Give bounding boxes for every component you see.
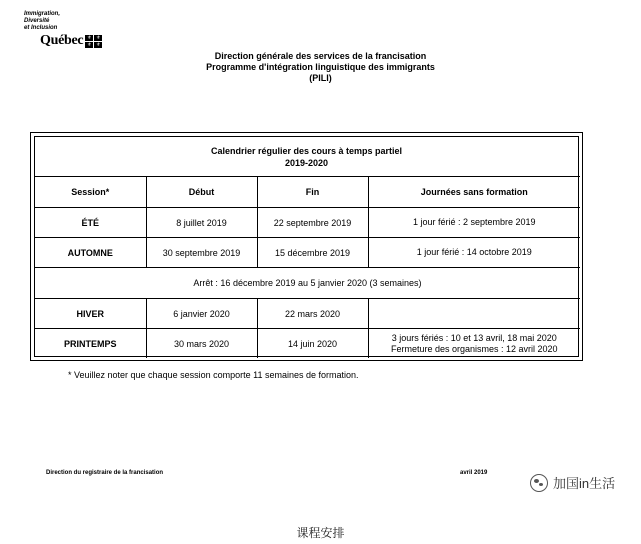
- start-cell: 30 septembre 2019: [146, 238, 257, 268]
- break-period-cell: Arrêt : 16 décembre 2019 au 5 janvier 2020 (3 semaines): [35, 268, 580, 299]
- fleur-de-lis-flag-icon: ⚜ ⚜ ⚜ ⚜: [87, 34, 101, 48]
- table-header-row: [35, 177, 580, 208]
- logo-line-1: Immigration,: [24, 11, 61, 17]
- document-header: [0, 51, 641, 84]
- watermark-text: 加国in生活: [553, 476, 616, 491]
- calendar-title: [35, 137, 578, 177]
- logo-line-2: Diversité: [24, 18, 50, 24]
- header-line-2: Programme d'intégration linguistique des immigrants: [206, 62, 435, 72]
- days-off-cell: [368, 329, 580, 359]
- footer-left: Direction du registraire de la francisation: [46, 470, 164, 476]
- logo-wordmark-row: [40, 33, 102, 49]
- footer-date: avril 2019: [460, 470, 488, 476]
- end-cell: 15 décembre 2019: [257, 238, 368, 268]
- session-cell: PRINTEMPS: [35, 329, 146, 359]
- table-row-printemps: [35, 329, 580, 359]
- wechat-watermark: [530, 473, 615, 492]
- logo-line-3: et Inclusion: [24, 25, 58, 31]
- table-row-automne: [35, 238, 580, 268]
- header-line-1: Direction générale des services de la francisation: [214, 51, 427, 61]
- calendar-title-line-2: 2019-2020: [284, 157, 329, 168]
- table-row-hiver: [35, 299, 580, 329]
- calendar-box: [30, 132, 583, 361]
- days-off-cell: 1 jour férié : 14 octobre 2019: [368, 238, 580, 268]
- days-off-line-2: Fermeture des organismes : 12 avril 2020: [390, 343, 558, 354]
- calendar-table: [35, 176, 580, 358]
- end-cell: 22 mars 2020: [257, 299, 368, 329]
- days-off-cell: [368, 299, 580, 329]
- wechat-icon: [530, 474, 548, 492]
- end-cell: 22 septembre 2019: [257, 208, 368, 238]
- start-cell: 8 juillet 2019: [146, 208, 257, 238]
- quebec-logo: [24, 11, 102, 49]
- table-row-break: [35, 268, 580, 299]
- table-row-ete: [35, 208, 580, 238]
- calendar-title-line-1: Calendrier régulier des cours à temps partiel: [210, 145, 403, 156]
- session-cell: ÉTÉ: [35, 208, 146, 238]
- start-cell: 6 janvier 2020: [146, 299, 257, 329]
- column-header-end: Fin: [257, 177, 368, 208]
- session-cell: AUTOMNE: [35, 238, 146, 268]
- footnote: * Veuillez noter que chaque session comporte 11 semaines de formation.: [68, 370, 359, 380]
- logo-wordmark: Québec: [40, 33, 84, 48]
- column-header-days-off: Journées sans formation: [368, 177, 580, 208]
- days-off-line-1: 3 jours fériés : 10 et 13 avril, 18 mai 2020: [391, 332, 557, 343]
- image-caption: 课程安排: [296, 526, 345, 540]
- calendar-inner-frame: [34, 136, 579, 357]
- column-header-start: Début: [146, 177, 257, 208]
- header-line-3: (PILI): [309, 73, 332, 83]
- start-cell: 30 mars 2020: [146, 329, 257, 359]
- session-cell: HIVER: [35, 299, 146, 329]
- column-header-session: Session*: [35, 177, 146, 208]
- end-cell: 14 juin 2020: [257, 329, 368, 359]
- days-off-cell: 1 jour férié : 2 septembre 2019: [368, 208, 580, 238]
